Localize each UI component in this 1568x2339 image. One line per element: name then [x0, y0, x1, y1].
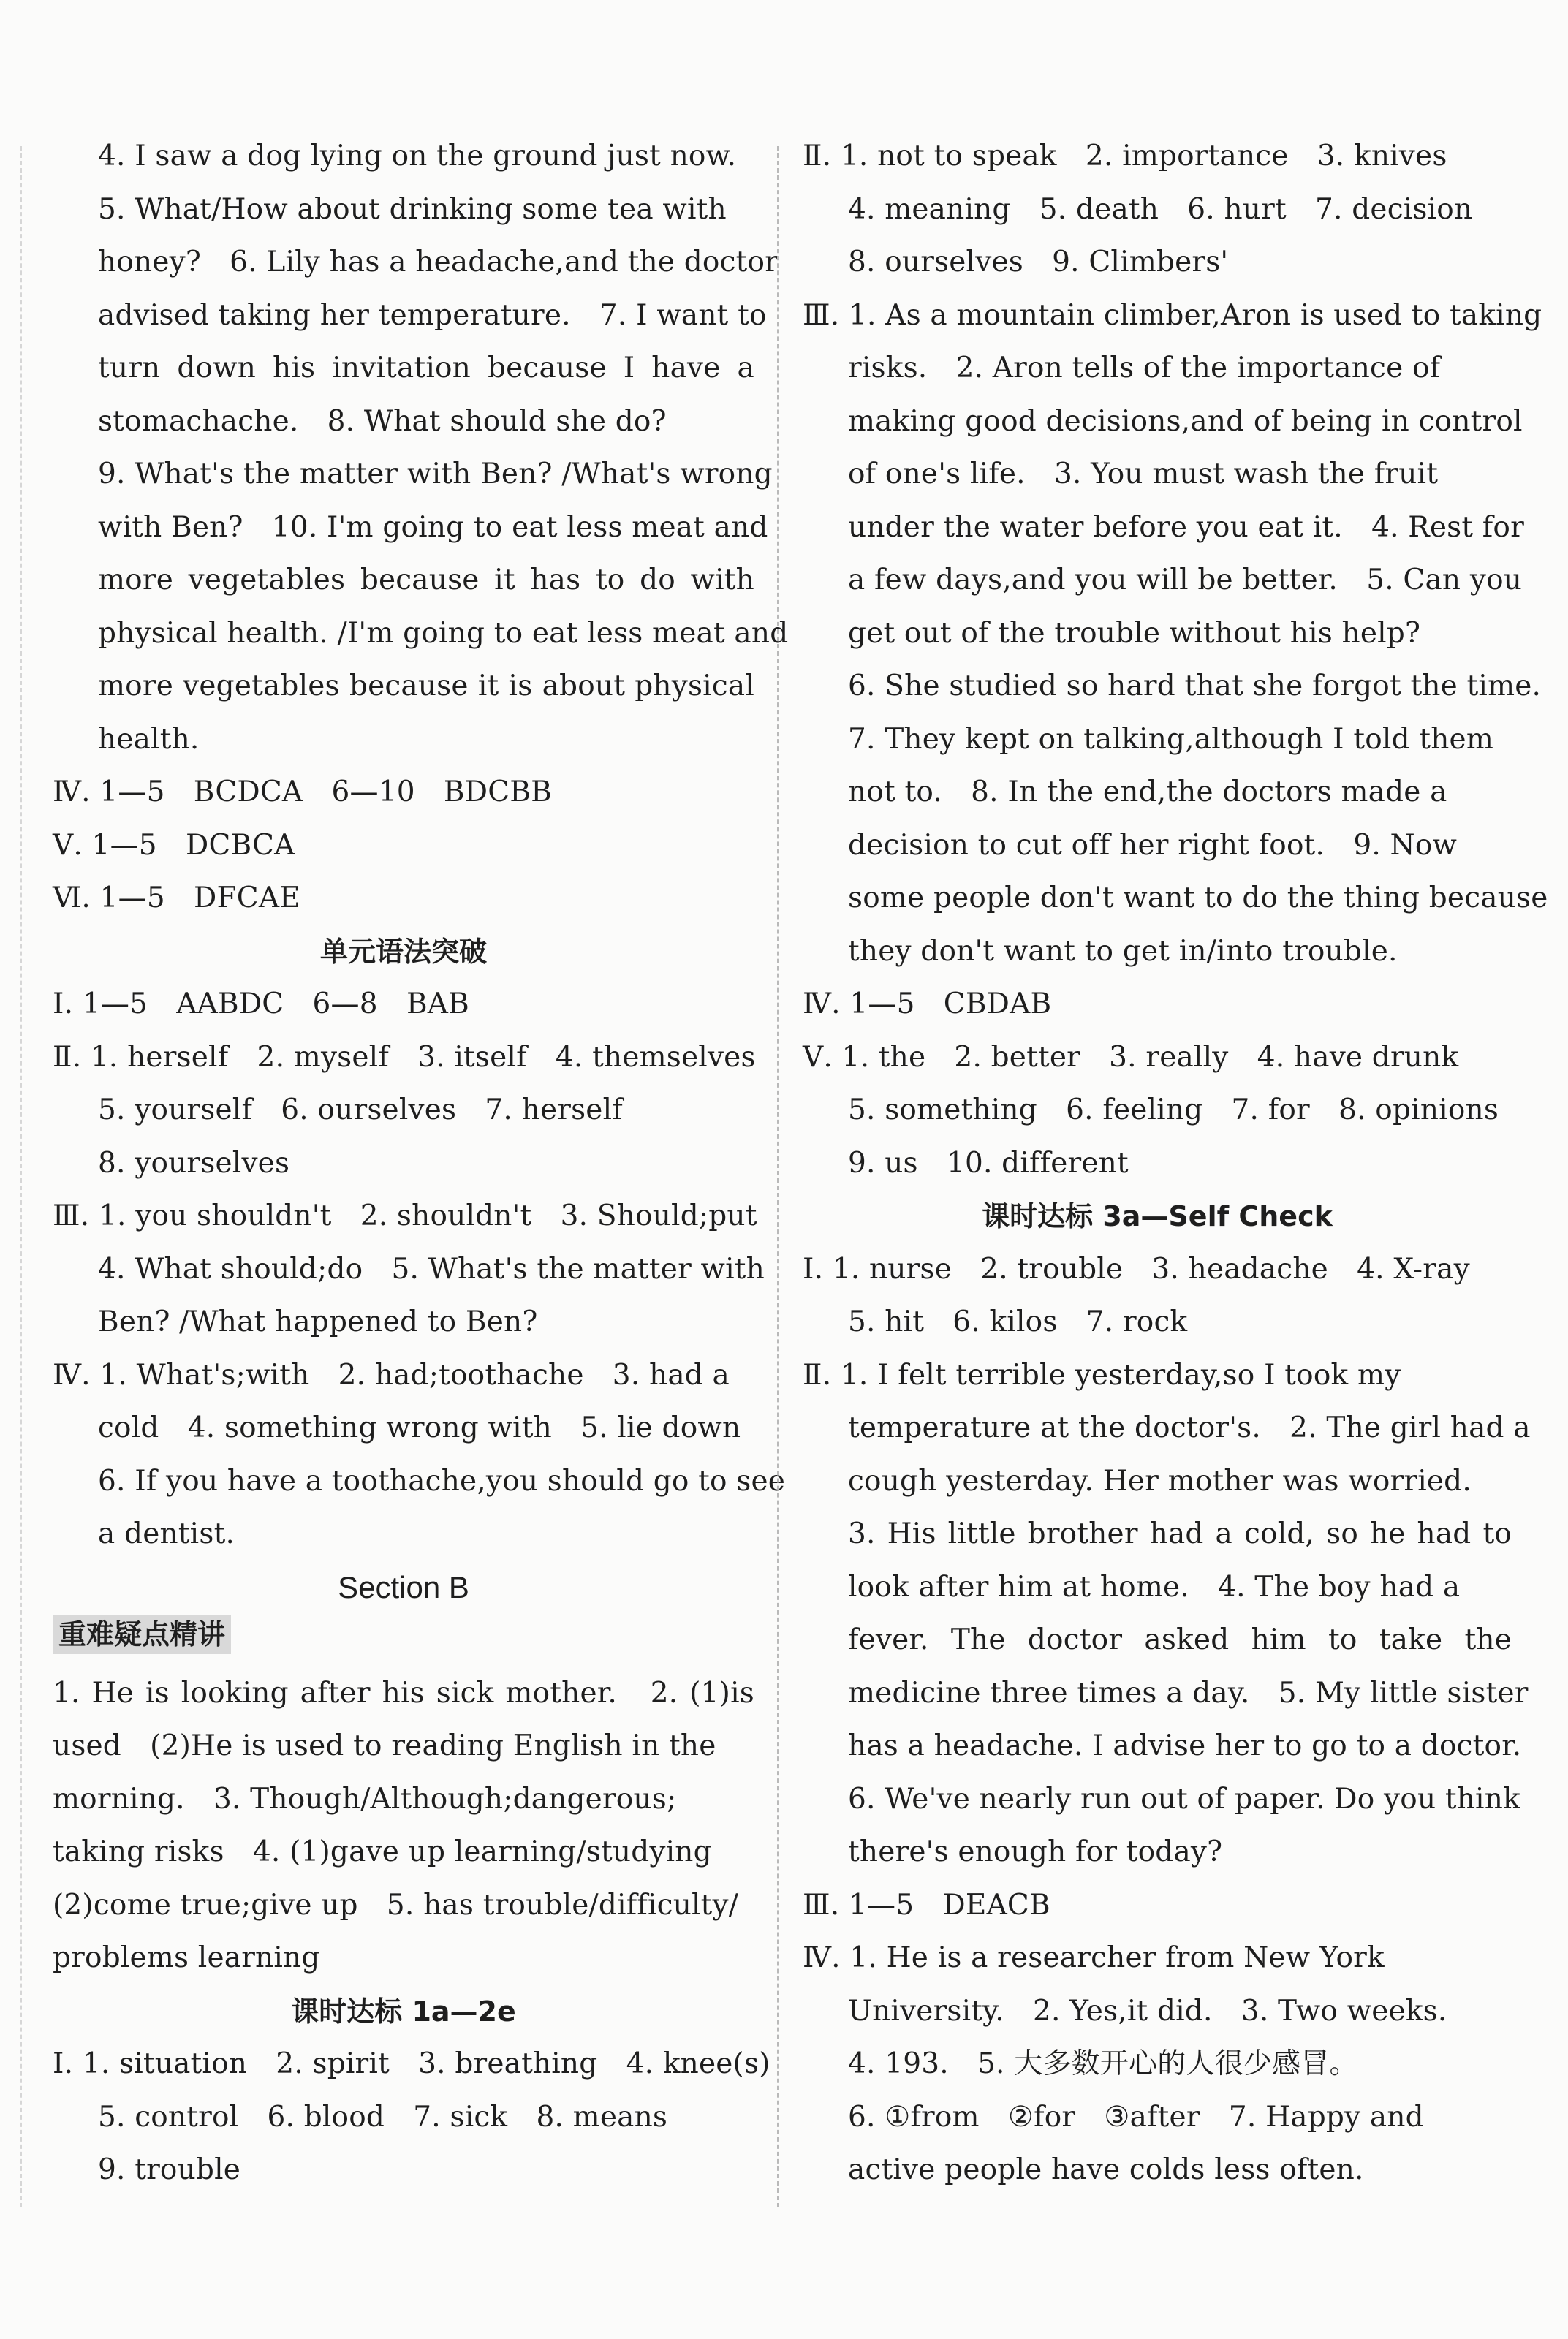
answer-line: under the water before you eat it. 4. Rest for: [848, 510, 1524, 544]
answer-line: with Ben? 10. I'm going to eat less meat and: [98, 510, 768, 544]
answer-line: 7. They kept on talking,although I told them: [848, 722, 1494, 756]
answer-line: Ⅰ. 1. situation 2. spirit 3. breathing 4. knee(s): [53, 2047, 770, 2080]
answer-line: 5. hit 6. kilos 7. rock: [848, 1305, 1188, 1338]
answer-line: taking risks 4. (1)gave up learning/studying: [53, 1835, 712, 1868]
answer-line: Ⅳ. 1. What's;with 2. had;toothache 3. had a: [53, 1358, 730, 1392]
answer-line: (2)come true;give up 5. has trouble/difficulty/: [53, 1888, 739, 1922]
answer-line: look after him at home. 4. The boy had a: [848, 1570, 1461, 1604]
answer-line: 9. trouble: [98, 2153, 241, 2186]
answer-line: problems learning: [53, 1941, 320, 1974]
answer-line: honey? 6. Lily has a headache,and the doctor: [98, 246, 779, 278]
answer-line: cold 4. something wrong with 5. lie down: [98, 1411, 741, 1444]
section-heading: 单元语法突破: [319, 935, 487, 968]
answer-line: Ⅱ. 1. I felt terrible yesterday,so I took my: [803, 1358, 1401, 1392]
answer-line: 4. I saw a dog lying on the ground just now.: [98, 140, 737, 173]
answer-line: 6. We've nearly run out of paper. Do you think: [848, 1782, 1520, 1816]
answer-line: more vegetables because it is about physical: [98, 670, 754, 702]
answer-line: University. 2. Yes,it did. 3. Two weeks.: [848, 1994, 1447, 2028]
answer-line: Ⅱ. 1. not to speak 2. importance 3. knives: [803, 140, 1447, 173]
section-heading: 课时达标 3a—Self Check: [982, 1200, 1333, 1232]
answer-line: Ⅳ. 1—5 CBDAB: [803, 987, 1052, 1020]
answer-line: Ⅲ. 1—5 DEACB: [803, 1888, 1050, 1922]
answer-line: Ⅰ. 1. nurse 2. trouble 3. headache 4. X-ray: [803, 1252, 1470, 1286]
answer-line: medicine three times a day. 5. My little sister: [848, 1676, 1529, 1710]
answer-line: Ⅰ. 1—5 AABDC 6—8 BAB: [53, 987, 470, 1020]
answer-line: Ⅵ. 1—5 DFCAE: [53, 882, 300, 914]
answer-line: Ⅳ. 1—5 BCDCA 6—10 BDCBB: [53, 776, 553, 808]
answer-line: 3. His little brother had a cold, so he had to: [848, 1517, 1512, 1550]
answer-line: more vegetables because it has to do with: [98, 564, 754, 596]
answer-line: advised taking her temperature. 7. I want to: [98, 298, 767, 332]
answer-line: making good decisions,and of being in control: [848, 404, 1523, 438]
answer-line: there's enough for today?: [848, 1835, 1223, 1868]
answer-line: 4. What should;do 5. What's the matter with: [98, 1252, 765, 1286]
answer-line: 6. She studied so hard that she forgot the time.: [848, 670, 1542, 702]
answer-line: health.: [98, 722, 200, 756]
answer-line: a dentist.: [98, 1517, 235, 1550]
answer-line: 5. yourself 6. ourselves 7. herself: [98, 1093, 623, 1126]
answer-line: 1. He is looking after his sick mother. 2. (1)is: [53, 1676, 754, 1710]
section-heading: 课时达标 1a—2e: [291, 1995, 516, 2028]
answer-line: physical health. /I'm going to eat less meat and: [98, 616, 789, 650]
answer-line: 5. something 6. feeling 7. for 8. opinions: [848, 1093, 1499, 1126]
answer-line: 4. meaning 5. death 6. hurt 7. decision: [848, 192, 1473, 226]
answer-line: used (2)He is used to reading English in the: [53, 1729, 716, 1762]
answer-line: Ben? /What happened to Ben?: [98, 1305, 538, 1338]
answer-line: 8. yourselves: [98, 1146, 290, 1180]
answer-line: a few days,and you will be better. 5. Can you: [848, 564, 1523, 596]
answer-line: not to. 8. In the end,the doctors made a: [848, 776, 1447, 808]
answer-line: of one's life. 3. You must wash the fruit: [848, 458, 1439, 490]
answer-line: they don't want to get in/into trouble.: [848, 934, 1398, 968]
answer-line: Ⅳ. 1. He is a researcher from New York: [803, 1941, 1385, 1974]
answer-line: some people don't want to do the thing because: [848, 882, 1548, 914]
right-column: [803, 130, 1548, 2197]
key-points-tag-row: [53, 1614, 754, 1667]
answer-line: temperature at the doctor's. 2. The girl had a: [848, 1411, 1531, 1444]
key-points-tag: 重难疑点精讲: [53, 1615, 231, 1654]
answer-line: get out of the trouble without his help?: [848, 616, 1421, 650]
answer-line: 6. ①from ②for ③after 7. Happy and: [848, 2100, 1424, 2134]
answer-line: Ⅴ. 1. the 2. better 3. really 4. have drunk: [803, 1040, 1459, 1074]
answer-line: Ⅲ. 1. As a mountain climber,Aron is used to taking: [803, 298, 1542, 332]
answer-line: Ⅱ. 1. herself 2. myself 3. itself 4. themselves: [53, 1040, 756, 1074]
column-divider: [777, 146, 779, 2207]
answer-line: fever. The doctor asked him to take the: [848, 1623, 1512, 1656]
answer-line: turn down his invitation because I have a: [98, 352, 754, 384]
answer-line: cough yesterday. Her mother was worried.: [848, 1464, 1472, 1498]
answer-line: 4. 193. 5. 大多数开心的人很少感冒。: [848, 2047, 1358, 2080]
answer-line: Ⅲ. 1. you shouldn't 2. shouldn't 3. Should;put: [53, 1199, 757, 1232]
answer-line: morning. 3. Though/Although;dangerous;: [53, 1782, 677, 1816]
answer-line: has a headache. I advise her to go to a doctor.: [848, 1729, 1522, 1762]
answer-line: Ⅴ. 1—5 DCBCA: [53, 828, 295, 862]
left-edge-dashed-line: [20, 146, 22, 2207]
answer-line: 5. What/How about drinking some tea with: [98, 192, 727, 226]
section-title: Section B: [338, 1569, 469, 1604]
answer-line: decision to cut off her right foot. 9. Now: [848, 828, 1458, 862]
answer-line: 6. If you have a toothache,you should go to see: [98, 1464, 786, 1498]
answer-line: 9. us 10. different: [848, 1146, 1129, 1180]
answer-line: 5. control 6. blood 7. sick 8. means: [98, 2100, 668, 2134]
answer-line: stomachache. 8. What should she do?: [98, 404, 667, 438]
answer-line: 9. What's the matter with Ben? /What's wrong: [98, 458, 773, 490]
answer-line: risks. 2. Aron tells of the importance of: [848, 352, 1441, 384]
answer-line: active people have colds less often.: [848, 2153, 1364, 2186]
left-column: [53, 130, 789, 2197]
answer-line: 8. ourselves 9. Climbers': [848, 246, 1229, 278]
